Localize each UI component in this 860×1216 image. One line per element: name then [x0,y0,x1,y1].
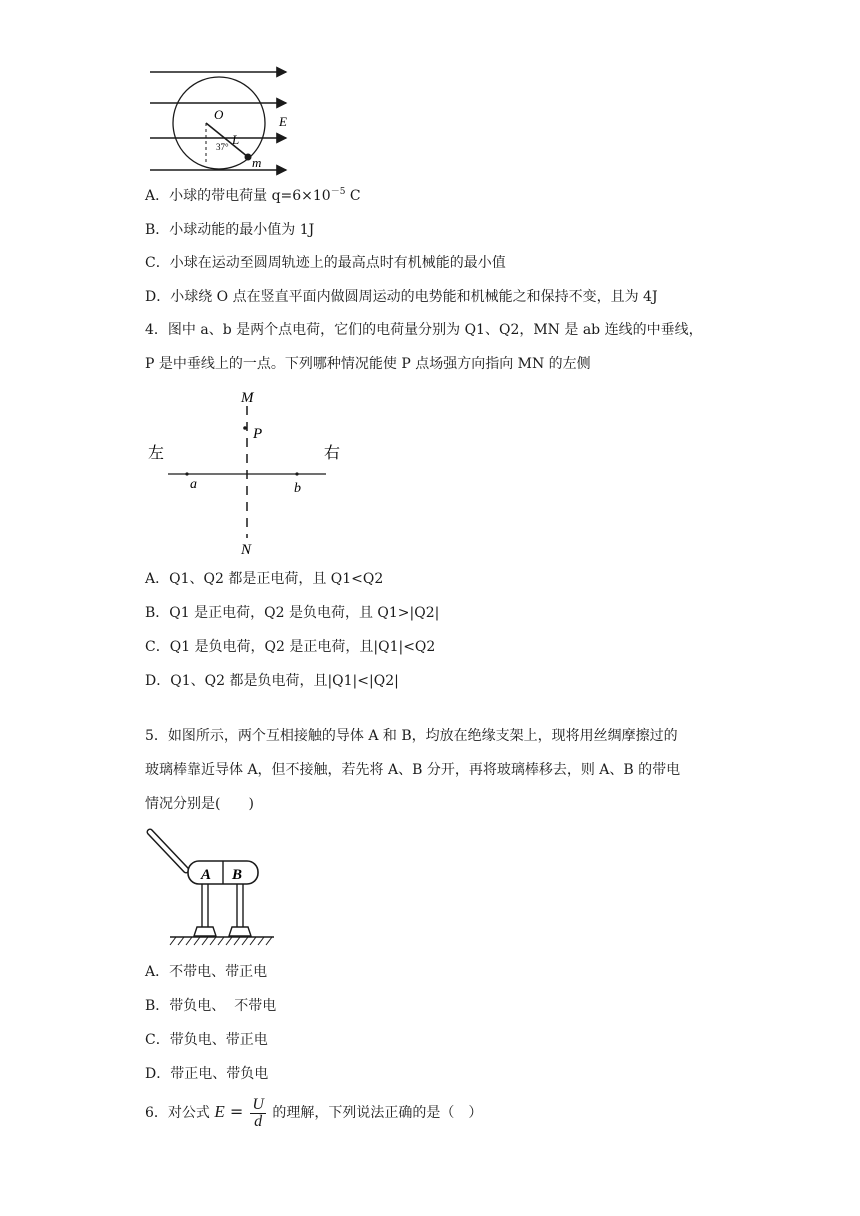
label-A: A [201,867,212,883]
q5-stem-line2 [145,760,680,780]
label-left: 左 [148,443,165,462]
q4-stem-line1 [145,320,703,340]
label-m: m [252,155,262,170]
q4-option-a[interactable]: A．Q1、Q2 都是正电荷，且 Q1<Q2 [145,571,384,587]
q4-stem-line2 [145,354,591,374]
label-a: a [190,477,197,492]
label-b: b [294,481,301,496]
q4-option-b[interactable]: B．Q1 是正电荷，Q2 是负电荷，且 Q1>|Q2| [145,605,440,621]
insulating-stands [194,884,251,936]
ground-hatching [170,937,272,945]
q6-stem [145,1092,482,1133]
label-E: E [279,114,287,129]
charge-a [185,472,188,475]
label-B: B [232,867,243,883]
label-N: N [241,542,252,558]
label-M: M [241,390,254,406]
formula-equals: = [224,1102,249,1121]
q4-stem-text1: 图中 a、b 是两个点电荷，它们的电荷量分别为 Q1、Q2，MN 是 ab 连线的中垂线， [167,322,703,338]
label-O: O [214,107,224,122]
charge-b [295,472,298,475]
ball-m [245,154,252,161]
q5-option-d[interactable]: D．带正电、带负电 [145,1066,269,1082]
formula-numerator: U [252,1095,264,1113]
formula-denominator: d [254,1112,263,1130]
q3-electric-field-figure [140,60,300,180]
q5-stem-text3: 情况分别是( ) [145,796,254,812]
q3-option-d[interactable]: D．小球绕 O 点在竖直平面内做圆周运动的电势能和机械能之和保持不变，且为 4J [145,289,658,305]
q4-stem-text2: P 是中垂线上的一点。下列哪种情况能使 P 点场强方向指向 MN 的左侧 [145,356,591,372]
formula-fraction [250,1097,266,1130]
label-P: P [253,426,263,442]
formula-lhs: E [214,1102,225,1121]
glass-rod [150,832,186,870]
q5-stem-text2: 玻璃棒靠近导体 A，但不接触，若先将 A、B 分开，再将玻璃棒移去，则 A、B 的带电 [145,762,681,778]
q6-pre-text: 对公式 [167,1105,210,1121]
label-L: L [232,132,240,147]
label-right: 右 [324,443,341,462]
q5-stem-line3 [145,794,254,814]
q3-option-c[interactable]: C．小球在运动至圆周轨迹上的最高点时有机械能的最小值 [145,255,506,271]
q4-option-c[interactable]: C．Q1 是负电荷，Q2 是正电荷，且|Q1|<Q2 [145,639,436,655]
point-P [243,426,247,430]
q5-option-a[interactable]: A．不带电、带正电 [145,964,268,980]
q5-option-b[interactable]: B．带负电、 不带电 [145,998,277,1014]
q4-point-charges-figure [140,382,360,562]
q5-number: 5． [145,728,168,744]
q3-option-b[interactable]: B．小球动能的最小值为 1J [145,222,315,238]
label-angle: 37° [216,142,229,152]
q5-stem-line1 [145,726,678,746]
q4-number: 4． [145,322,168,338]
q5-option-c[interactable]: C．带负电、带正电 [145,1032,268,1048]
q6-formula [214,1095,272,1130]
q6-number: 6． [145,1105,168,1121]
q5-conductors-figure [140,826,280,950]
q5-stem-text1: 如图所示，两个互相接触的导体 A 和 B，均放在绝缘支架上，现将用丝绸摩擦过的 [167,728,678,744]
q3-option-a[interactable]: A．小球的带电荷量 $q=6\times 10^{-5}$ C [145,187,361,204]
q6-post-text: 的理解，下列说法正确的是（ ） [272,1105,483,1121]
q4-option-d[interactable]: D．Q1、Q2 都是负电荷，且|Q1|<|Q2| [145,673,399,689]
